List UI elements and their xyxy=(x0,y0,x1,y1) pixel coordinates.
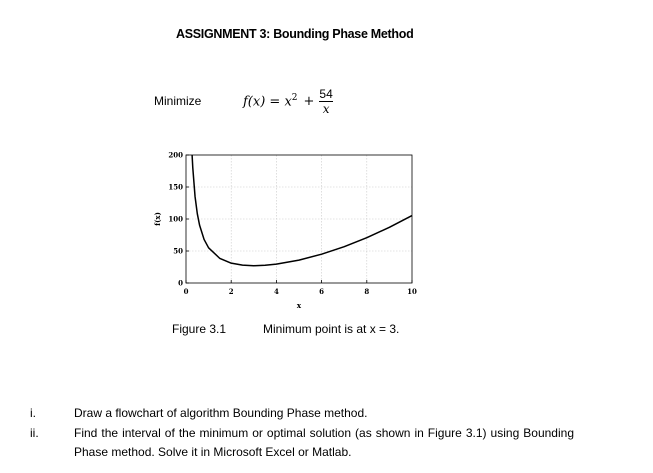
task-marker-2: ii. xyxy=(30,426,39,440)
x-tick-label: 10 xyxy=(407,287,417,296)
formula-lhs: $f(x) = x^2$ xyxy=(243,92,298,110)
minimum-note: Minimum point is at x = 3. xyxy=(263,322,400,336)
task-text-1: Draw a flowchart of algorithm Bounding Phase method. xyxy=(74,406,368,420)
task-text-2: Find the interval of the minimum or optimal solution (as shown in Figure 3.1) using Bounding Phase method. Solve it in Microsoft Excel or Matlab. xyxy=(74,426,574,459)
formula-fraction xyxy=(317,87,334,116)
assignment-title: ASSIGNMENT 3: Bounding Phase Method xyxy=(176,27,414,41)
task-marker-1: i. xyxy=(30,406,36,420)
figure-caption: Figure 3.1 xyxy=(172,322,227,336)
x-tick-label: 0 xyxy=(183,287,189,296)
objective-formula xyxy=(243,85,335,117)
formula-operator: + xyxy=(303,93,315,109)
x-tick-label: 2 xyxy=(228,287,234,296)
y-axis-label: f(x) xyxy=(153,212,162,226)
y-tick-label: 50 xyxy=(173,246,183,256)
function-curve xyxy=(192,155,412,266)
y-tick-label: 100 xyxy=(168,214,183,224)
formula-denominator: x xyxy=(319,101,334,116)
formula-exponent: 2 xyxy=(291,92,298,103)
x-axis-label: x xyxy=(296,301,302,310)
x-tick-label: 8 xyxy=(364,287,370,296)
y-tick-label: 200 xyxy=(168,150,183,160)
figure-3-1-chart xyxy=(140,146,430,316)
y-tick-label: 150 xyxy=(168,182,183,192)
y-tick-label: 0 xyxy=(178,278,183,288)
x-tick-label: 6 xyxy=(319,287,325,296)
x-tick-label: 4 xyxy=(273,287,279,296)
minimize-label: Minimize xyxy=(154,94,202,108)
formula-numerator: 54 xyxy=(319,86,333,101)
